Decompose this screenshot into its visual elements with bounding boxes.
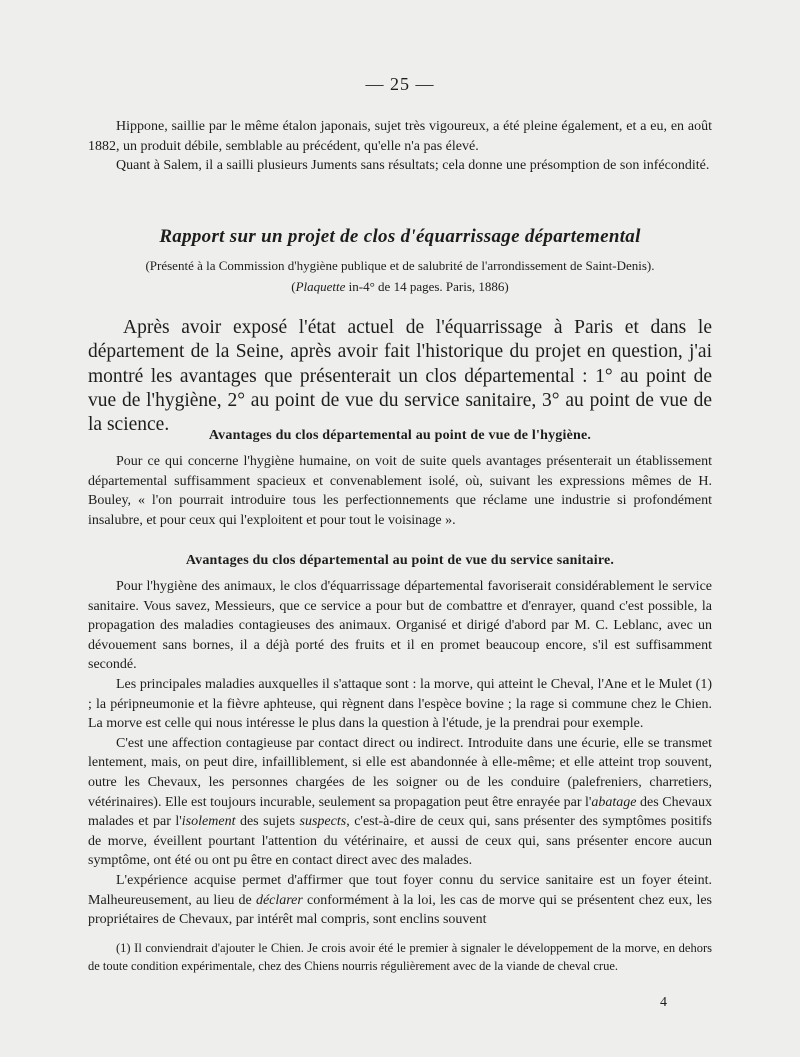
section-service-body bbox=[88, 577, 712, 930]
footnote-block bbox=[88, 940, 712, 976]
lead-block bbox=[88, 316, 712, 437]
body-paragraph: Les principales maladies auxquelles il s'attaque sont : la morve, qui atteint le Cheval, l'Ane et le Mulet (1) ; la péripneumonie et la fièvre aphteuse, qui règnent dans l'espèce bovine ; la rage si commune chez le Chien. La morve est celle qui nous intéresse le plus dans la question à l'étude, je la prendrai pour exemple. bbox=[88, 676, 712, 732]
lead-paragraph: Après avoir exposé l'état actuel de l'équarrissage à Paris et dans le département de la Seine, après avoir fait l'historique du projet en question, j'ai montré les avantages que présenterait un clos départemental : 1° au point de vue de l'hygiène, 2° au point de vue du service sanitaire, 3° au point de vue de la science. bbox=[88, 317, 712, 436]
section-heading-hygiene: Avantages du clos départemental au point de vue de l'hygiène. bbox=[208, 428, 592, 443]
publication-details: in-4° de 14 pages. Paris, 1886) bbox=[345, 279, 509, 294]
section-heading-service-sanitaire: Avantages du clos départemental au point de vue du service sanitaire. bbox=[185, 553, 615, 568]
section-hygiene-body bbox=[88, 452, 712, 530]
body-paragraph: L'expérience acquise permet d'affirmer que tout foyer connu du service sanitaire est un foyer éteint. Malheureusement, au lieu de déclarer conformément à la loi, les cas de morve qui se présentent chez eux, les propriétaires de Chevaux, par intérêt mal compris, sont enclins souvent bbox=[88, 872, 712, 928]
body-paragraph: C'est une affection contagieuse par contact direct ou indirect. Introduite dans une écurie, elle se transmet lentement, mais, on peut dire, infailliblement, si elle est abandonnée à elle-même; et elle atteint trop souvent, outre les Chevaux, les personnes chargées de les soigner ou de les conduire (palefreniers, charretiers, vétérinaires). Elle est toujours incurable, seulement sa propagation peut être enrayée par l'abatage des Chevaux malades et par l'isolement des sujets suspects, c'est-à-dire de ceux qui, sans présenter des symptômes positifs de morve, éveillent pourtant l'attention du vétérinaire, et aussi de ceux qui, sans présenter encore aucun symptôme, ont été ou ont pu être en contact direct avec des malades. bbox=[88, 735, 712, 869]
footnote: (1) Il conviendrait d'ajouter le Chien. Je crois avoir été le premier à signaler le développement de la morve, en dehors de toute condition expérimentale, chez des Chiens nourris régulièrement avec de la viande de cheval crue. bbox=[88, 941, 712, 973]
body-paragraph: Pour l'hygiène des animaux, le clos d'équarrissage départemental favoriserait considérablement le service sanitaire. Vous savez, Messieurs, que ce service a pour but de combattre et d'enrayer, quand c'est possible, la propagation des maladies contagieuses des animaux. Organisé et dirigé d'abord par M. C. Leblanc, avec un dévouement sans bornes, il a déjà porté des fruits et il en promet beaucoup encore, s'il est suffisamment secondé. bbox=[88, 579, 712, 673]
intro-block bbox=[88, 117, 712, 176]
page-number: — 25 — bbox=[365, 74, 435, 94]
signature-mark: 4 bbox=[660, 995, 667, 1010]
report-subtitle: (Présenté à la Commission d'hygiène publique et de salubrité de l'arrondissement de Saint-Denis). bbox=[145, 258, 655, 273]
publication-format: Plaquette bbox=[295, 279, 346, 294]
intro-paragraph: Hippone, saillie par le même étalon japonais, sujet très vigoureux, a été pleine également, et a eu, en août 1882, un produit débile, semblable au précédent, qu'elle n'a pas élevé. bbox=[88, 119, 712, 154]
body-paragraph: Pour ce qui concerne l'hygiène humaine, on voit de suite quels avantages présenterait un établissement départemental suffisamment spacieux et convenablement isolé, où, suivant les expressions mêmes de H. Bouley, « l'on pourrait introduire tous les perfectionnements que réclame une industrie si profondément insalubre, et pour ceux qui l'exploitent et pour tout le voisinage ». bbox=[88, 454, 712, 528]
report-publication: (Plaquette in-4° de 14 pages. Paris, 1886) bbox=[291, 279, 509, 294]
report-title: Rapport sur un projet de clos d'équarrissage départemental bbox=[159, 226, 641, 247]
intro-paragraph: Quant à Salem, il a sailli plusieurs Juments sans résultats; cela donne une présomption de son infécondité. bbox=[116, 158, 710, 174]
